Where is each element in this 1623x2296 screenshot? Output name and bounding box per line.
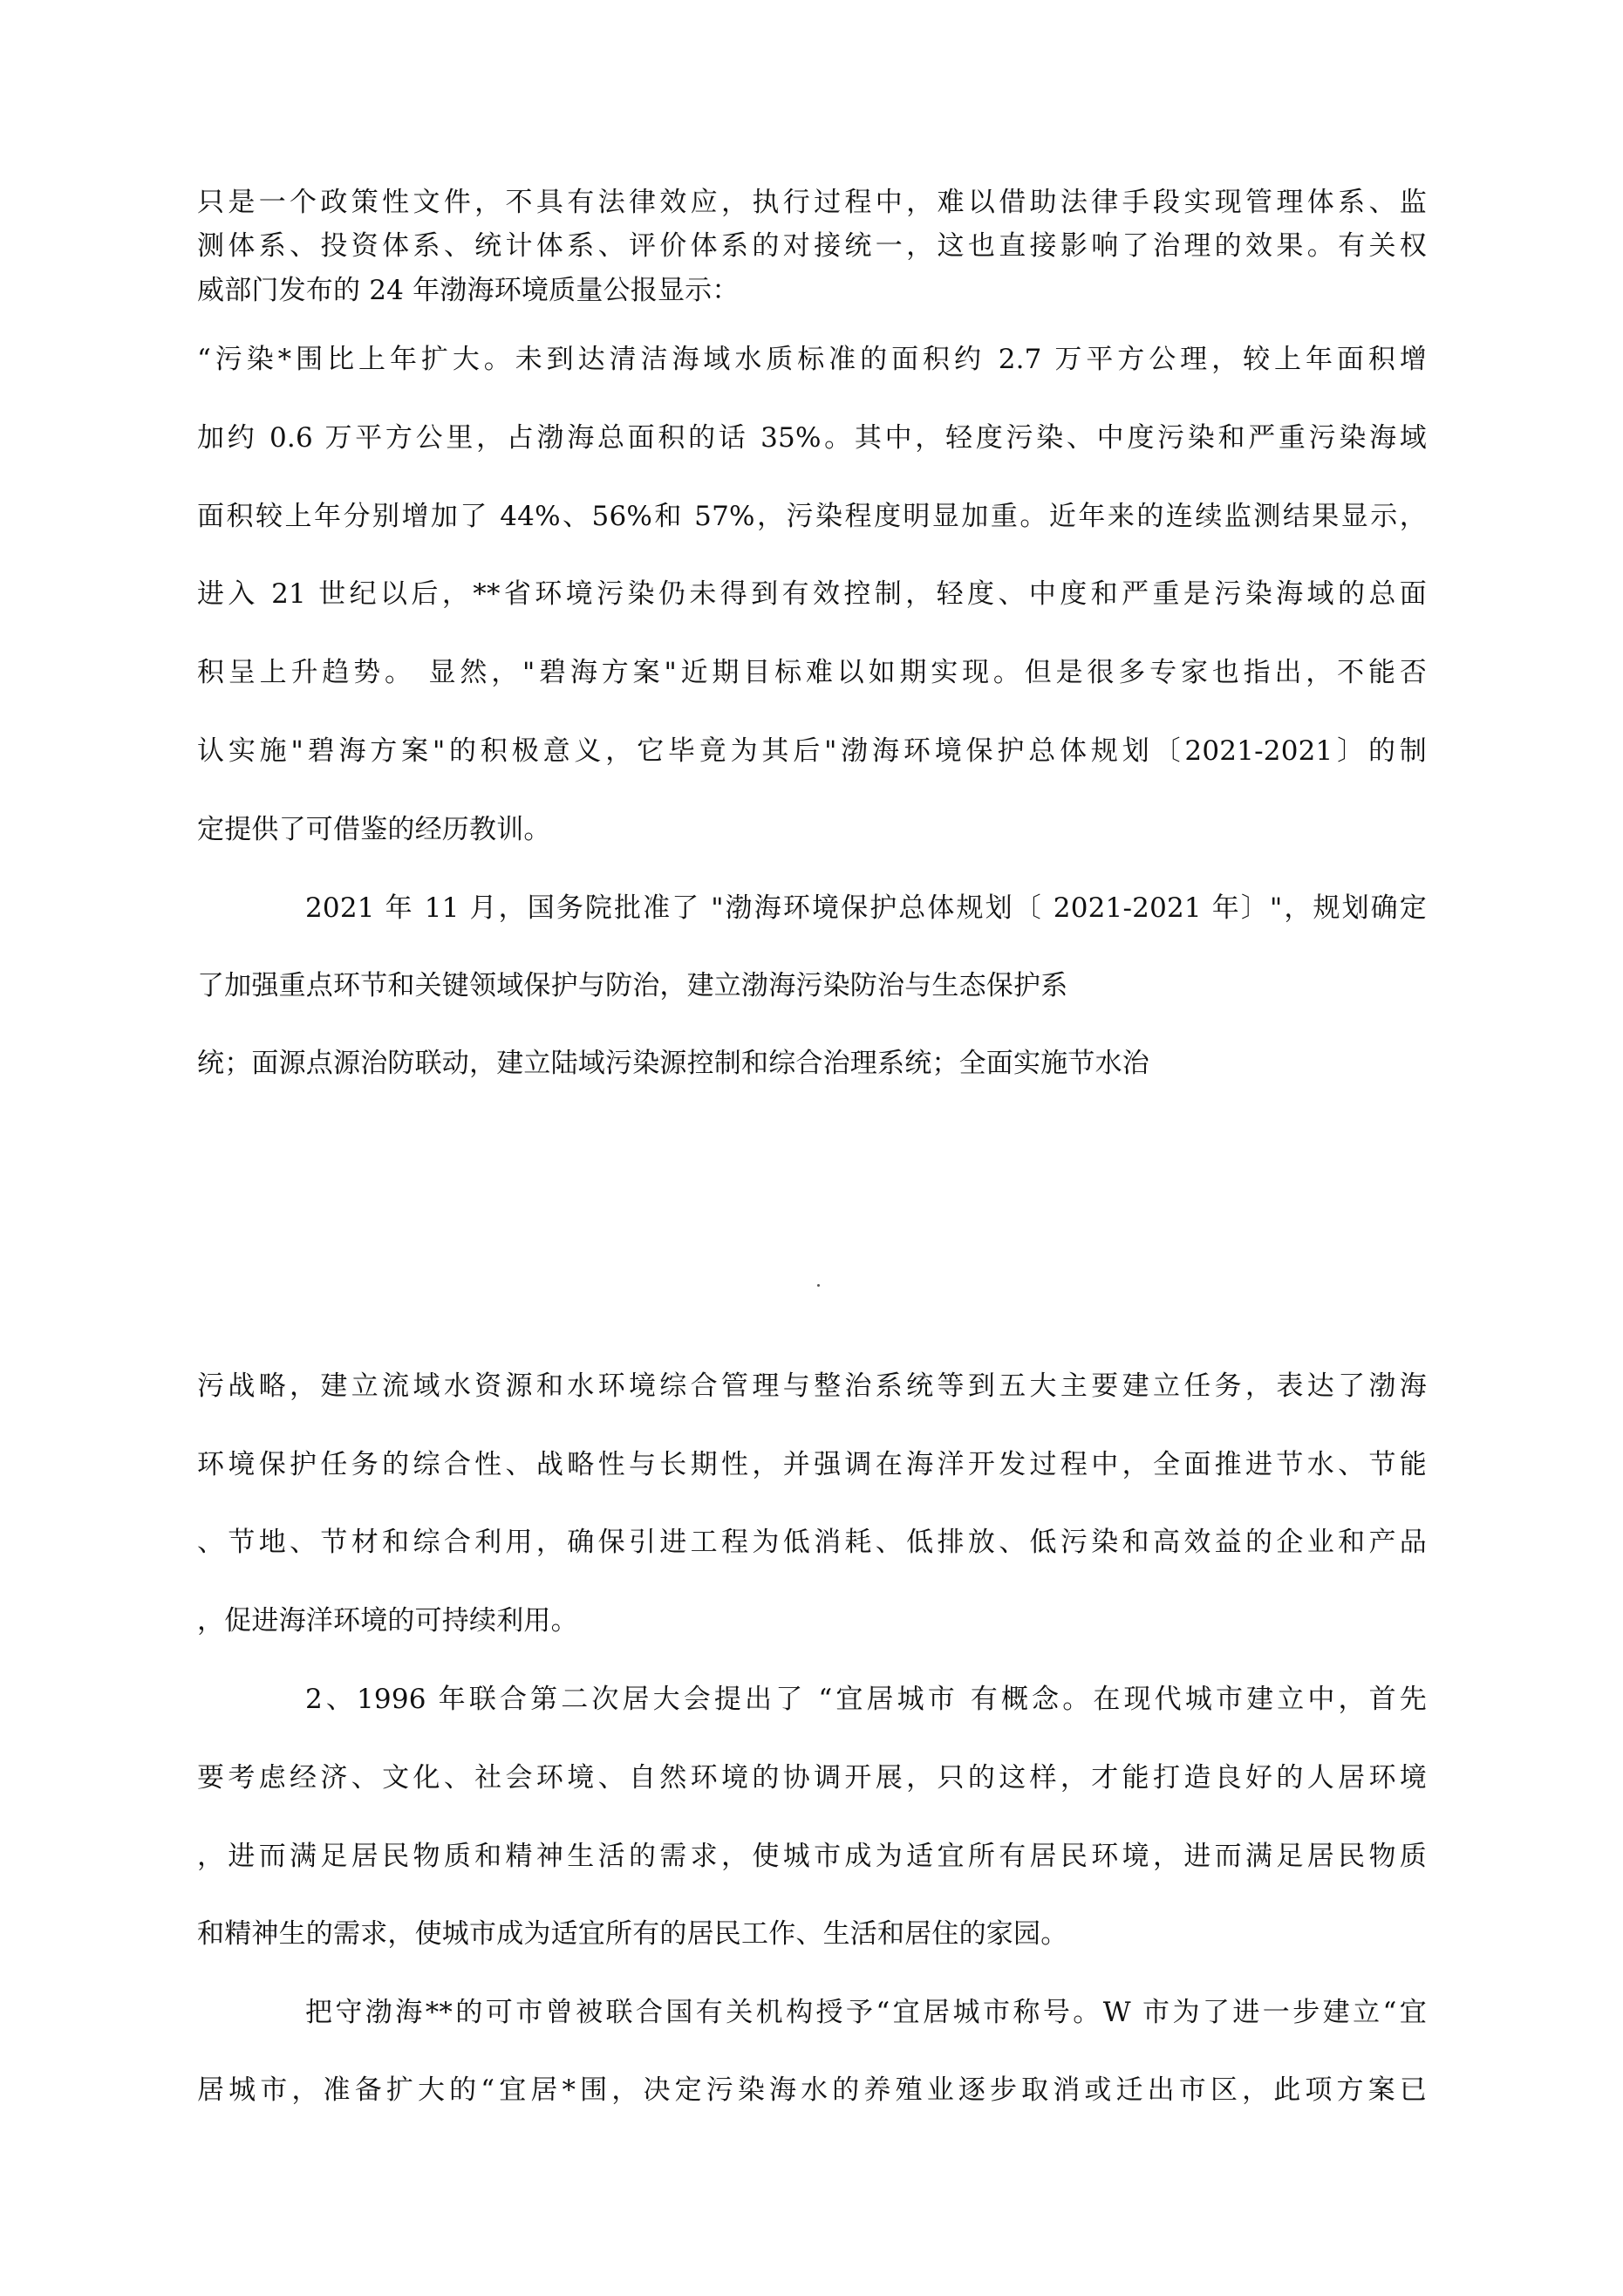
- text-line: 2、1996 年联合第二次居大会提出了 “宜居城市 有概念。在现代城市建立中，首先: [305, 1684, 1427, 1715]
- text-line: 2021 年 11 月，国务院批准了 "渤海环境保护总体规划〔 2021-2021 年〕"，规划确定: [305, 892, 1427, 924]
- text-line: 积呈上升趋势。 显然，"碧海方案"近期目标难以如期实现。但是很多专家也指出，不能否: [197, 657, 1427, 688]
- text-line: 只是一个政策性文件，不具有法律效应，执行过程中，难以借助法律手段实现管理体系、监: [197, 187, 1427, 218]
- text-line: “污染*围比上年扩大。未到达清洁海域水质标准的面积约 2.7 万平方公理，较上年面积增: [197, 344, 1427, 375]
- text-line: 威部门发布的 24 年渤海环境质量公报显示：: [197, 275, 740, 306]
- text-line: 定提供了可借鉴的经历教训。: [197, 814, 551, 845]
- text-line: 要考虑经济、文化、社会环境、自然环境的协调开展，只的这样，才能打造良好的人居环境: [197, 1762, 1427, 1794]
- text-line: 统；面源点源治防联动，建立陆域污染源控制和综合治理系统；全面实施节水治: [197, 1048, 1149, 1079]
- text-line: 居城市，准备扩大的“宜居*围，决定污染海水的养殖业逐步取消或迁出市区，此项方案已: [197, 2074, 1427, 2106]
- text-line: 了加强重点环节和关键领域保护与防治，建立渤海污染防治与生态保护系: [197, 970, 1068, 1001]
- text-line: 进入 21 世纪以后，**省环境污染仍未得到有效控制，轻度、中度和严重是污染海域的总面: [197, 578, 1427, 610]
- text-line: 环境保护任务的综合性、战略性与长期性，并强调在海洋开发过程中，全面推进节水、节能: [197, 1449, 1427, 1480]
- text-line: 污战略，建立流域水资源和水环境综合管理与整治系统等到五大主要建立任务，表达了渤海: [197, 1370, 1427, 1402]
- text-line: 把守渤海**的可市曾被联合国有关机构授予“宜居城市称号。W 市为了进一步建立“宜: [305, 1997, 1427, 2028]
- text-line: 面积较上年分别增加了 44%、56%和 57%，污染程度明显加重。近年来的连续监测结果显示，: [197, 501, 1427, 532]
- text-line: 、节地、节材和综合利用，确保引进工程为低消耗、低排放、低污染和高效益的企业和产品: [197, 1527, 1427, 1558]
- text-line: ，促进海洋环境的可持续利用。: [197, 1605, 578, 1637]
- text-line: 认实施"碧海方案"的积极意义，它毕竟为其后"渤海环境保护总体规划〔2021-2021〕的制: [197, 735, 1427, 767]
- text-line: 加约 0.6 万平方公里，占渤海总面积的话 35%。其中，轻度污染、中度污染和严重污染海域: [197, 422, 1427, 454]
- text-line: ，进而满足居民物质和精神生活的需求，使城市成为适宜所有居民环境，进而满足居民物质: [197, 1841, 1427, 1872]
- page-break-mark: [817, 1284, 820, 1287]
- text-line: 测体系、投资体系、统计体系、评价体系的对接统一，这也直接影响了治理的效果。有关权: [197, 230, 1427, 262]
- text-line: 和精神生的需求，使城市成为适宜所有的居民工作、生活和居住的家园。: [197, 1918, 1068, 1950]
